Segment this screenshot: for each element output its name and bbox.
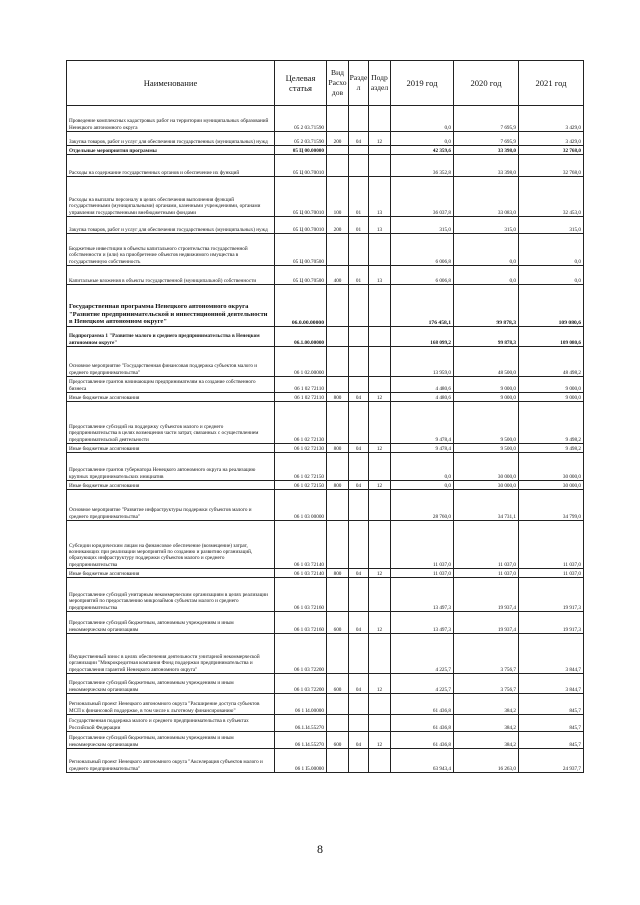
row-value-2019: 0,0 (391, 481, 454, 490)
table-row (67, 217, 584, 234)
row-value-2020: 0,0 (454, 266, 519, 285)
row-section (349, 402, 369, 444)
table-row (67, 634, 584, 674)
row-value-2020: 11 037,0 (454, 569, 519, 578)
row-value-2021: 845,7 (519, 694, 584, 715)
row-value-2019: 61 436,8 (391, 732, 454, 749)
table-row (67, 266, 584, 285)
row-value-2021: 32 768,0 (519, 155, 584, 177)
row-subsection (369, 694, 391, 715)
row-section (349, 749, 369, 773)
row-subsection (369, 347, 391, 377)
row-expense-type (327, 402, 349, 444)
row-value-2021: 32 453,0 (519, 177, 584, 217)
row-name: Бюджетные инвестиции в объекты капитального строительства государственной собственности и (или) на приобретение объектов недвижимого имущества в государственную собственность (67, 234, 275, 266)
row-value-2021: 30 000,0 (519, 453, 584, 481)
row-value-2020: 33 083,0 (454, 177, 519, 217)
row-value-2020: 30 000,0 (454, 481, 519, 490)
row-expense-type (327, 377, 349, 393)
row-value-2020: 9 500,0 (454, 444, 519, 453)
row-name: Закупка товаров, работ и услуг для обеспечения государственных (муниципальных) нужд (67, 217, 275, 234)
row-expense-type: 100 (327, 177, 349, 217)
row-target-code: 06 1 02 72110 (275, 377, 327, 393)
table-row (67, 732, 584, 749)
row-subsection: 12 (369, 444, 391, 453)
row-name: Предоставление субсидий на поддержку субъектов малого и среднего предпринимательства в целях возмещения части затрат, связанных с осуществлением предпринимательской деятельности (67, 402, 275, 444)
row-target-code: 06 1 02 72130 (275, 402, 327, 444)
row-target-code: 06.1.I4.55270 (275, 715, 327, 732)
row-value-2021: 11 037,0 (519, 569, 584, 578)
row-name: Иные бюджетные ассигнования (67, 393, 275, 402)
row-value-2019: 4 225,7 (391, 674, 454, 694)
row-target-code: 06 1 I5.00000 (275, 749, 327, 773)
row-value-2021: 109 080,6 (519, 327, 584, 347)
row-section (349, 377, 369, 393)
row-subsection: 13 (369, 177, 391, 217)
row-value-2019: 61 436,8 (391, 715, 454, 732)
row-value-2019: 36 352,8 (391, 155, 454, 177)
row-value-2019: 13 497,3 (391, 578, 454, 612)
row-target-code: 06 1 02 72150 (275, 481, 327, 490)
row-expense-type: 800 (327, 393, 349, 402)
row-value-2021: 34 799,0 (519, 490, 584, 521)
row-subsection: 12 (369, 674, 391, 694)
row-subsection (369, 327, 391, 347)
header-expense-type: Вид Расхо дов (327, 61, 349, 106)
row-value-2021: 19 917,3 (519, 612, 584, 634)
row-subsection: 12 (369, 393, 391, 402)
budget-table (66, 60, 584, 773)
row-value-2021: 11 037,0 (519, 521, 584, 569)
row-value-2019: 6 006,8 (391, 266, 454, 285)
row-value-2021: 845,7 (519, 732, 584, 749)
row-expense-type: 600 (327, 732, 349, 749)
table-row (67, 694, 584, 715)
row-name: Субсидии юридическим лицам на финансовое обеспечение (возмещение) затрат, возникающих при реализации мероприятий по созданию и развитию организаций, образующих инфраструктуру поддержки субъектов малого и среднего предпринимательства (67, 521, 275, 569)
row-section (349, 347, 369, 377)
table-row (67, 132, 584, 146)
row-section (349, 155, 369, 177)
row-value-2021: 0,0 (519, 234, 584, 266)
budget-table-sheet (66, 60, 583, 773)
row-subsection: 12 (369, 569, 391, 578)
header-target: Целевая статья (275, 61, 327, 106)
row-expense-type (327, 146, 349, 155)
table-row (67, 674, 584, 694)
row-value-2020: 48 500,0 (454, 347, 519, 377)
header-name: Наименование (67, 61, 275, 106)
row-expense-type (327, 715, 349, 732)
row-value-2020: 9 000,0 (454, 393, 519, 402)
row-value-2019: 0,0 (391, 132, 454, 146)
row-value-2021: 19 917,3 (519, 578, 584, 612)
table-row (67, 347, 584, 377)
row-target-code: 06 1 03 72160 (275, 578, 327, 612)
row-subsection (369, 285, 391, 327)
row-subsection (369, 106, 391, 132)
row-value-2019: 0,0 (391, 453, 454, 481)
row-name: Основное мероприятие "Развитие инфраструктуры поддержки субъектов малого и среднего предпринимательства" (67, 490, 275, 521)
row-section (349, 327, 369, 347)
row-subsection (369, 377, 391, 393)
row-target-code: 06 1 02 72130 (275, 444, 327, 453)
row-expense-type: 600 (327, 674, 349, 694)
row-expense-type: 400 (327, 266, 349, 285)
row-expense-type (327, 578, 349, 612)
row-target-code: 05 Ц 00.70010 (275, 217, 327, 234)
row-expense-type: 800 (327, 444, 349, 453)
row-value-2019: 63 943,4 (391, 749, 454, 773)
table-row (67, 578, 584, 612)
row-target-code: 06 1 I4.00000 (275, 694, 327, 715)
row-value-2020: 16 263,0 (454, 749, 519, 773)
row-target-code: 06 1.I4.55270 (275, 732, 327, 749)
row-expense-type (327, 749, 349, 773)
row-section (349, 106, 369, 132)
row-value-2019: 11 037,0 (391, 521, 454, 569)
row-subsection: 13 (369, 266, 391, 285)
row-name: Капитальные вложения в объекты государственной (муниципальной) собственности (67, 266, 275, 285)
row-value-2021: 315,0 (519, 217, 584, 234)
table-header-row (67, 61, 584, 106)
row-value-2021: 32 768,0 (519, 146, 584, 155)
row-name: Расходы на выплаты персоналу в целях обеспечения выполнения функций государственными (муниципальными) органами, казенными учреждениями, органами управления государственными внебюджетными фондами (67, 177, 275, 217)
row-value-2020: 384,2 (454, 732, 519, 749)
row-subsection: 12 (369, 132, 391, 146)
row-section: 01 (349, 177, 369, 217)
row-value-2020: 0,0 (454, 234, 519, 266)
row-name: Предоставление грантов губернатора Ненецкого автономного округа на реализацию крупных предпринимательских инициатив (67, 453, 275, 481)
row-value-2019: 61 436,8 (391, 694, 454, 715)
row-value-2019: 13 497,3 (391, 612, 454, 634)
row-value-2021: 30 000,0 (519, 481, 584, 490)
row-value-2021: 845,7 (519, 715, 584, 732)
row-value-2019: 0,0 (391, 106, 454, 132)
table-row (67, 146, 584, 155)
row-value-2021: 109 080,6 (519, 285, 584, 327)
row-value-2021: 9 000,0 (519, 377, 584, 393)
row-value-2019: 11 037,0 (391, 569, 454, 578)
row-value-2021: 9 498,2 (519, 444, 584, 453)
row-section (349, 285, 369, 327)
row-value-2020: 99 878,3 (454, 285, 519, 327)
row-value-2020: 3 756,7 (454, 674, 519, 694)
row-value-2019: 4 480,6 (391, 377, 454, 393)
row-subsection: 12 (369, 612, 391, 634)
row-expense-type (327, 694, 349, 715)
row-expense-type (327, 234, 349, 266)
row-name: Региональный проект Ненецкого автономного округа "Расширение доступа субъектов МСП к финансовой поддержке, в том числе к льготному финансированию" (67, 694, 275, 715)
table-row (67, 285, 584, 327)
header-subsection: Подр аздел (369, 61, 391, 106)
row-expense-type: 800 (327, 569, 349, 578)
row-expense-type (327, 634, 349, 674)
row-target-code: 06 1 02 72110 (275, 393, 327, 402)
row-value-2019: 6 006,8 (391, 234, 454, 266)
row-value-2021: 3 429,0 (519, 106, 584, 132)
row-target-code: 06.1.00.00000 (275, 327, 327, 347)
row-expense-type (327, 453, 349, 481)
row-section: 04 (349, 612, 369, 634)
row-target-code: 06 1 02 72150 (275, 453, 327, 481)
table-row (67, 106, 584, 132)
row-name: Подпрограмма 1 "Развитие малого и среднего предпринимательства в Ненецком автономном округе" (67, 327, 275, 347)
row-target-code: 05 Ц 00.70500 (275, 266, 327, 285)
row-name: Основное мероприятие "Государственная финансовая поддержка субъектов малого и среднего предпринимательства" (67, 347, 275, 377)
row-section: 04 (349, 481, 369, 490)
row-target-code: 06 1 03 72140 (275, 569, 327, 578)
table-row (67, 393, 584, 402)
row-value-2020: 99 878,3 (454, 327, 519, 347)
row-value-2019: 176 458,1 (391, 285, 454, 327)
row-value-2021: 48 498,2 (519, 347, 584, 377)
row-name: Иные бюджетные ассигнования (67, 569, 275, 578)
row-value-2021: 3 844,7 (519, 674, 584, 694)
row-value-2021: 9 000,0 (519, 393, 584, 402)
row-section: 04 (349, 444, 369, 453)
row-section (349, 146, 369, 155)
row-value-2019: 13 959,0 (391, 347, 454, 377)
row-value-2019: 42 359,6 (391, 146, 454, 155)
row-section (349, 234, 369, 266)
row-value-2021: 9 498,2 (519, 402, 584, 444)
table-row (67, 234, 584, 266)
row-section: 01 (349, 217, 369, 234)
row-name: Региональный проект Ненецкого автономного округа "Акселерация субъектов малого и среднего предпринимательства" (67, 749, 275, 773)
row-name: Предоставление грантов начинающим предпринимателям на создание собственного бизнеса (67, 377, 275, 393)
row-value-2020: 34 731,1 (454, 490, 519, 521)
row-subsection (369, 402, 391, 444)
row-name: Отдельные мероприятия программы (67, 146, 275, 155)
row-target-code: 06 1 03 72200 (275, 674, 327, 694)
row-target-code: 06 1 03 72200 (275, 634, 327, 674)
row-name: Иные бюджетные ассигнования (67, 481, 275, 490)
row-section (349, 634, 369, 674)
row-value-2019: 36 037,8 (391, 177, 454, 217)
row-value-2020: 11 037,0 (454, 521, 519, 569)
table-row (67, 490, 584, 521)
row-subsection (369, 234, 391, 266)
row-subsection: 13 (369, 217, 391, 234)
row-section (349, 715, 369, 732)
row-target-code: 05 Ц 00.70500 (275, 234, 327, 266)
row-name: Закупка товаров, работ и услуг для обеспечения государственных (муниципальных) нужд (67, 132, 275, 146)
row-expense-type (327, 347, 349, 377)
row-value-2020: 7 695,9 (454, 106, 519, 132)
row-value-2020: 384,2 (454, 694, 519, 715)
row-value-2020: 19 937,4 (454, 578, 519, 612)
row-target-code: 05 Ц 00.70010 (275, 177, 327, 217)
table-row (67, 402, 584, 444)
row-section (349, 694, 369, 715)
row-section: 04 (349, 393, 369, 402)
row-value-2020: 3 756,7 (454, 634, 519, 674)
row-value-2019: 28 760,0 (391, 490, 454, 521)
table-row (67, 377, 584, 393)
row-subsection (369, 453, 391, 481)
row-expense-type (327, 490, 349, 521)
row-section (349, 490, 369, 521)
row-value-2020: 33 398,0 (454, 155, 519, 177)
row-name: Предоставление субсидий унитарным некоммерческим организациям в целях реализации мероприятий по предоставлению микрозаймов субъектам малого и среднего предпринимательства (67, 578, 275, 612)
header-section: Разде л (349, 61, 369, 106)
row-expense-type: 800 (327, 481, 349, 490)
row-name: Предоставление субсидий бюджетным, автономным учреждениям и иным некоммерческим организациям (67, 612, 275, 634)
row-subsection (369, 490, 391, 521)
row-target-code: 06 1 03 72140 (275, 521, 327, 569)
row-value-2020: 384,2 (454, 715, 519, 732)
row-name: Расходы на содержание государственных органов и обеспечение их функций (67, 155, 275, 177)
row-subsection (369, 634, 391, 674)
row-subsection (369, 146, 391, 155)
row-subsection (369, 521, 391, 569)
row-section (349, 578, 369, 612)
row-subsection (369, 715, 391, 732)
header-2019: 2019 год (391, 61, 454, 106)
row-value-2020: 7 695,9 (454, 132, 519, 146)
row-subsection: 12 (369, 732, 391, 749)
row-value-2019: 4 225,7 (391, 634, 454, 674)
page-number: 8 (317, 842, 323, 856)
table-row (67, 177, 584, 217)
row-name: Имущественный взнос в целях обеспечения деятельности унитарной некоммерческой организации "Микрокредитная компания Фонд поддержки предпринимательства и предоставления гарантий Ненецкого автономного округа" (67, 634, 275, 674)
row-section: 04 (349, 674, 369, 694)
row-value-2020: 9 500,0 (454, 402, 519, 444)
row-name: Государственная программа Ненецкого автономного округа "Развитие предпринимательской и инвестиционной деятельности в Ненецком автономном округе" (67, 285, 275, 327)
row-section (349, 521, 369, 569)
row-subsection (369, 749, 391, 773)
table-row (67, 749, 584, 773)
row-target-code: 05 Ц 00.70010 (275, 155, 327, 177)
table-row (67, 715, 584, 732)
header-2021: 2021 год (519, 61, 584, 106)
row-section: 01 (349, 266, 369, 285)
row-expense-type (327, 155, 349, 177)
row-target-code: 06.0.00.00000 (275, 285, 327, 327)
row-value-2019: 168 099,2 (391, 327, 454, 347)
row-name: Проведение комплексных кадастровых работ на территории муниципальных образований Ненецкого автономного округа (67, 106, 275, 132)
row-value-2019: 315,0 (391, 217, 454, 234)
row-name: Иные бюджетные ассигнования (67, 444, 275, 453)
row-section (349, 453, 369, 481)
header-2020: 2020 год (454, 61, 519, 106)
row-expense-type (327, 327, 349, 347)
row-value-2021: 0,0 (519, 266, 584, 285)
row-value-2020: 9 000,0 (454, 377, 519, 393)
table-body (67, 106, 584, 773)
table-row (67, 612, 584, 634)
row-expense-type (327, 521, 349, 569)
row-section: 04 (349, 732, 369, 749)
row-value-2021: 3 844,7 (519, 634, 584, 674)
row-value-2020: 30 000,0 (454, 453, 519, 481)
table-row (67, 481, 584, 490)
row-name: Предоставление субсидий бюджетным, автономным учреждениям и иным некоммерческим организациям (67, 674, 275, 694)
row-target-code: 05 Ц 00.00000 (275, 146, 327, 155)
row-target-code: 05 2 03.71590 (275, 106, 327, 132)
row-target-code: 05 2 03.71590 (275, 132, 327, 146)
table-row (67, 327, 584, 347)
row-value-2020: 315,0 (454, 217, 519, 234)
table-row (67, 453, 584, 481)
row-value-2021: 3 429,0 (519, 132, 584, 146)
row-target-code: 06 1 03 72160 (275, 612, 327, 634)
row-expense-type: 200 (327, 217, 349, 234)
row-value-2019: 9 478,4 (391, 402, 454, 444)
row-value-2020: 33 398,0 (454, 146, 519, 155)
row-section: 04 (349, 132, 369, 146)
row-subsection (369, 155, 391, 177)
table-row (67, 521, 584, 569)
row-value-2019: 4 480,6 (391, 393, 454, 402)
row-value-2020: 19 937,4 (454, 612, 519, 634)
table-row (67, 444, 584, 453)
table-row (67, 155, 584, 177)
table-row (67, 569, 584, 578)
row-expense-type: 200 (327, 132, 349, 146)
row-subsection: 12 (369, 481, 391, 490)
row-section: 04 (349, 569, 369, 578)
row-target-code: 06 1 02.00000 (275, 347, 327, 377)
row-value-2021: 24 937,7 (519, 749, 584, 773)
row-value-2019: 9 478,4 (391, 444, 454, 453)
row-subsection (369, 578, 391, 612)
row-target-code: 06 1 03 00000 (275, 490, 327, 521)
row-name: Предоставление субсидий бюджетным, автономным учреждениям и иным некоммерческим организациям (67, 732, 275, 749)
row-expense-type (327, 285, 349, 327)
row-name: Государственная поддержка малого и среднего предпринимательства в субъектах Российской Федерации (67, 715, 275, 732)
row-expense-type (327, 106, 349, 132)
row-expense-type: 600 (327, 612, 349, 634)
